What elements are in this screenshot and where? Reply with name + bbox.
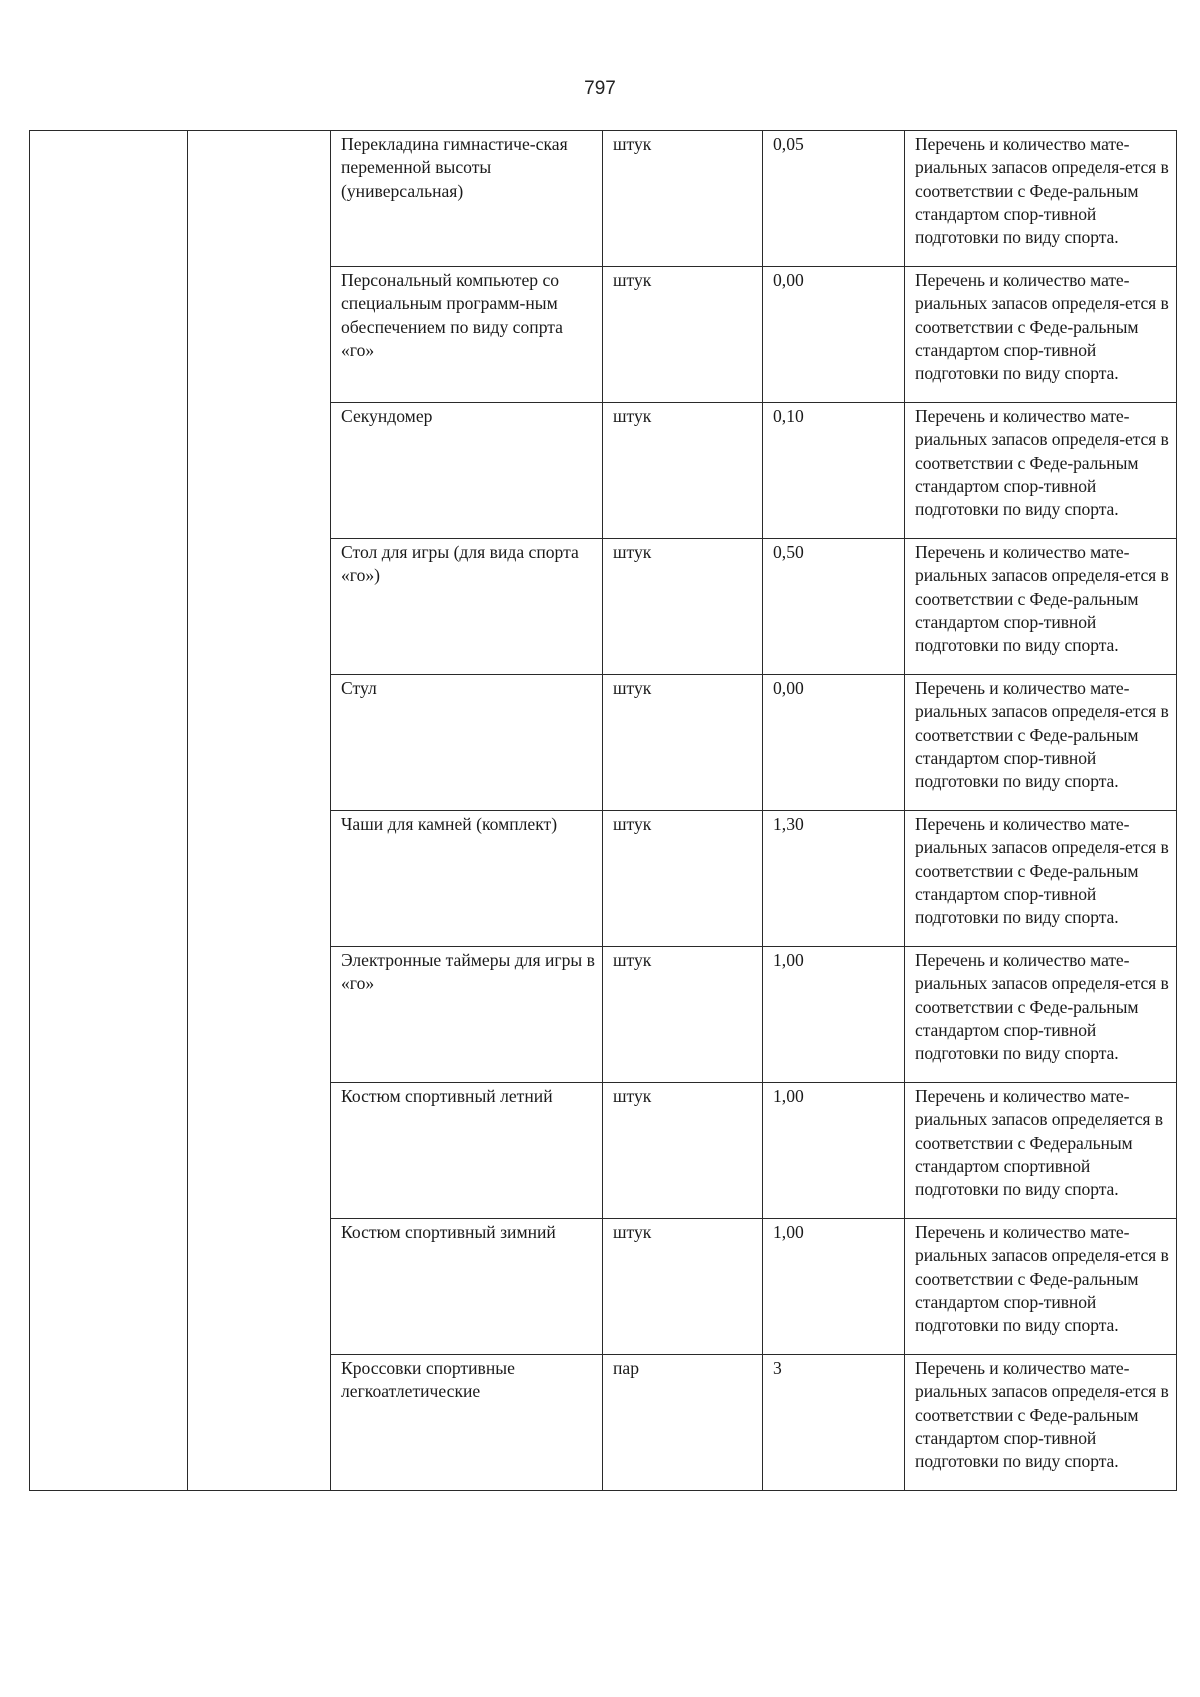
unit-cell: штук: [603, 267, 763, 403]
page-number: 797: [584, 78, 616, 99]
equipment-table: [29, 130, 1177, 1491]
merged-empty-cell-2: [188, 131, 331, 1491]
quantity-cell: 1,00: [763, 1083, 905, 1219]
note-cell: Перечень и количество мате-риальных запасов определя-ется в соответствии с Феде-ральным стандартом спор-тивной подготовки по виду спорта.: [905, 403, 1177, 539]
note-cell: Перечень и количество мате-риальных запасов определя-ется в соответствии с Феде-ральным стандартом спор-тивной подготовки по виду спорта.: [905, 131, 1177, 267]
item-name-cell: Электронные таймеры для игры в «го»: [331, 947, 603, 1083]
note-cell: Перечень и количество мате-риальных запасов определя-ется в соответствии с Феде-ральным стандартом спор-тивной подготовки по виду спорта.: [905, 675, 1177, 811]
quantity-cell: 0,00: [763, 675, 905, 811]
item-name-cell: Костюм спортивный зимний: [331, 1219, 603, 1355]
quantity-cell: 1,00: [763, 947, 905, 1083]
note-cell: Перечень и количество мате-риальных запасов определяется в соответствии с Федеральным стандартом спортивной подготовки по виду спорта.: [905, 1083, 1177, 1219]
unit-cell: штук: [603, 811, 763, 947]
unit-cell: пар: [603, 1355, 763, 1491]
note-cell: Перечень и количество мате-риальных запасов определя-ется в соответствии с Феде-ральным стандартом спор-тивной подготовки по виду спорта.: [905, 947, 1177, 1083]
item-name-cell: Перекладина гимнастиче-ская переменной высоты (универсальная): [331, 131, 603, 267]
unit-cell: штук: [603, 1083, 763, 1219]
quantity-cell: 0,00: [763, 267, 905, 403]
equipment-table-body: [30, 131, 1177, 1491]
note-cell: Перечень и количество мате-риальных запасов определя-ется в соответствии с Феде-ральным стандартом спор-тивной подготовки по виду спорта.: [905, 267, 1177, 403]
note-cell: Перечень и количество мате-риальных запасов определя-ется в соответствии с Феде-ральным стандартом спор-тивной подготовки по виду спорта.: [905, 811, 1177, 947]
unit-cell: штук: [603, 131, 763, 267]
quantity-cell: 0,10: [763, 403, 905, 539]
item-name-cell: Костюм спортивный летний: [331, 1083, 603, 1219]
unit-cell: штук: [603, 675, 763, 811]
item-name-cell: Стол для игры (для вида спорта «го»): [331, 539, 603, 675]
quantity-cell: 0,05: [763, 131, 905, 267]
quantity-cell: 0,50: [763, 539, 905, 675]
item-name-cell: Стул: [331, 675, 603, 811]
unit-cell: штук: [603, 947, 763, 1083]
note-cell: Перечень и количество мате-риальных запасов определя-ется в соответствии с Феде-ральным стандартом спор-тивной подготовки по виду спорта.: [905, 539, 1177, 675]
item-name-cell: Кроссовки спортивные легкоатлетические: [331, 1355, 603, 1491]
table-row: [30, 131, 1177, 267]
merged-empty-cell-1: [30, 131, 188, 1491]
unit-cell: штук: [603, 1219, 763, 1355]
note-cell: Перечень и количество мате-риальных запасов определя-ется в соответствии с Феде-ральным стандартом спор-тивной подготовки по виду спорта.: [905, 1355, 1177, 1491]
item-name-cell: Секундомер: [331, 403, 603, 539]
quantity-cell: 1,00: [763, 1219, 905, 1355]
item-name-cell: Персональный компьютер со специальным программ-ным обеспечением по виду сопрта «го»: [331, 267, 603, 403]
unit-cell: штук: [603, 539, 763, 675]
note-cell: Перечень и количество мате-риальных запасов определя-ется в соответствии с Феде-ральным стандартом спор-тивной подготовки по виду спорта.: [905, 1219, 1177, 1355]
item-name-cell: Чаши для камней (комплект): [331, 811, 603, 947]
quantity-cell: 1,30: [763, 811, 905, 947]
unit-cell: штук: [603, 403, 763, 539]
quantity-cell: 3: [763, 1355, 905, 1491]
